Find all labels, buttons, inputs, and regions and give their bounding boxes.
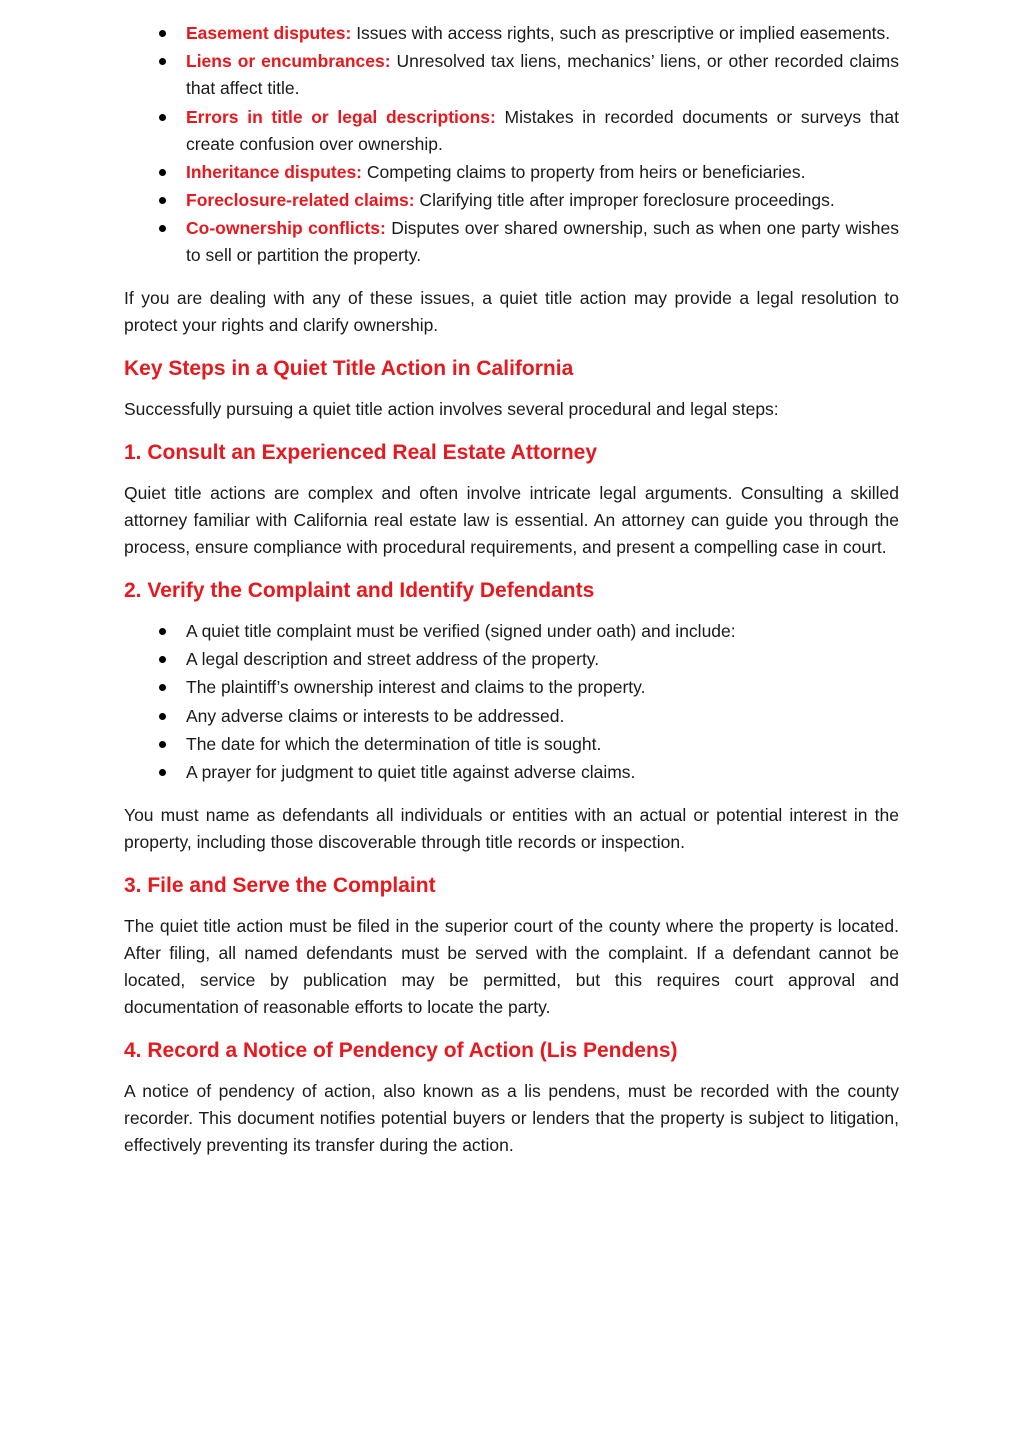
list-item bbox=[186, 215, 899, 269]
step2-heading: 2. Verify the Complaint and Identify Defendants bbox=[124, 578, 595, 602]
list-item: The date for which the determination of title is sought. bbox=[186, 731, 899, 758]
list-item: The plaintiff’s ownership interest and claims to the property. bbox=[186, 674, 899, 701]
list-item: A legal description and street address of the property. bbox=[186, 646, 899, 673]
key-steps-intro: Successfully pursuing a quiet title action involves several procedural and legal steps: bbox=[124, 398, 779, 419]
step3-body: The quiet title action must be filed in the superior court of the county where the property is located. After filing, all named defendants must be served with the complaint. If a defendant cannot be located, service by publication may be permitted, but this requires court approval and documentation of reasonable efforts to locate the party. bbox=[124, 915, 899, 1017]
list-item-term: Errors in title or legal descriptions: bbox=[186, 106, 496, 127]
step3-heading: 3. File and Serve the Complaint bbox=[124, 873, 436, 897]
list-item-text: Unresolved tax liens, mechanics’ liens, or other recorded claims that affect title. bbox=[186, 51, 899, 99]
list-item-term: Easement disputes: bbox=[186, 23, 352, 43]
list-item-text: Issues with access rights, such as prescriptive or implied easements. bbox=[351, 23, 891, 43]
step2-body: You must name as defendants all individuals or entities with an actual or potential interest in the property, including those discoverable through title records or inspection. bbox=[124, 804, 899, 852]
issues-list bbox=[124, 20, 899, 269]
list-item bbox=[186, 104, 899, 158]
list-item-text: Mistakes in recorded documents or surveys that create confusion over ownership. bbox=[186, 106, 899, 154]
list-item-term: Foreclosure-related claims: bbox=[186, 190, 415, 211]
list-item: Any adverse claims or interests to be addressed. bbox=[186, 703, 899, 730]
list-item-text: Competing claims to property from heirs or beneficiaries. bbox=[362, 161, 806, 182]
list-item-text: Clarifying title after improper foreclosure proceedings. bbox=[414, 190, 835, 211]
step4-heading: 4. Record a Notice of Pendency of Action (Lis Pendens) bbox=[124, 1038, 678, 1062]
issues-summary-paragraph: If you are dealing with any of these issues, a quiet title action may provide a legal resolution to protect your rights and clarify ownership. bbox=[124, 287, 899, 335]
list-item-term: Co-ownership conflicts: bbox=[186, 218, 386, 239]
list-item-text: Disputes over shared ownership, such as when one party wishes to sell or partition the property. bbox=[186, 218, 900, 266]
list-item bbox=[186, 187, 899, 214]
document-page bbox=[124, 20, 899, 1159]
step1-heading: 1. Consult an Experienced Real Estate Attorney bbox=[124, 440, 598, 464]
complaint-requirements-list bbox=[124, 618, 899, 786]
list-item-term: Inheritance disputes: bbox=[186, 161, 363, 182]
key-steps-heading: Key Steps in a Quiet Title Action in California bbox=[124, 356, 574, 380]
list-item bbox=[186, 159, 899, 186]
step4-body: A notice of pendency of action, also known as a lis pendens, must be recorded with the county recorder. This document notifies potential buyers or lenders that the property is subject to litigation, effectively preventing its transfer during the action. bbox=[124, 1080, 899, 1155]
step1-body: Quiet title actions are complex and often involve intricate legal arguments. Consulting a skilled attorney familiar with California real estate law is essential. An attorney can guide you through the process, ensure compliance with procedural requirements, and present a compelling case in court. bbox=[124, 482, 899, 557]
list-item: A prayer for judgment to quiet title against adverse claims. bbox=[186, 759, 899, 786]
list-item bbox=[186, 48, 899, 102]
list-item: A quiet title complaint must be verified (signed under oath) and include: bbox=[186, 618, 899, 645]
list-item bbox=[186, 20, 899, 47]
list-item-term: Liens or encumbrances: bbox=[186, 51, 391, 72]
